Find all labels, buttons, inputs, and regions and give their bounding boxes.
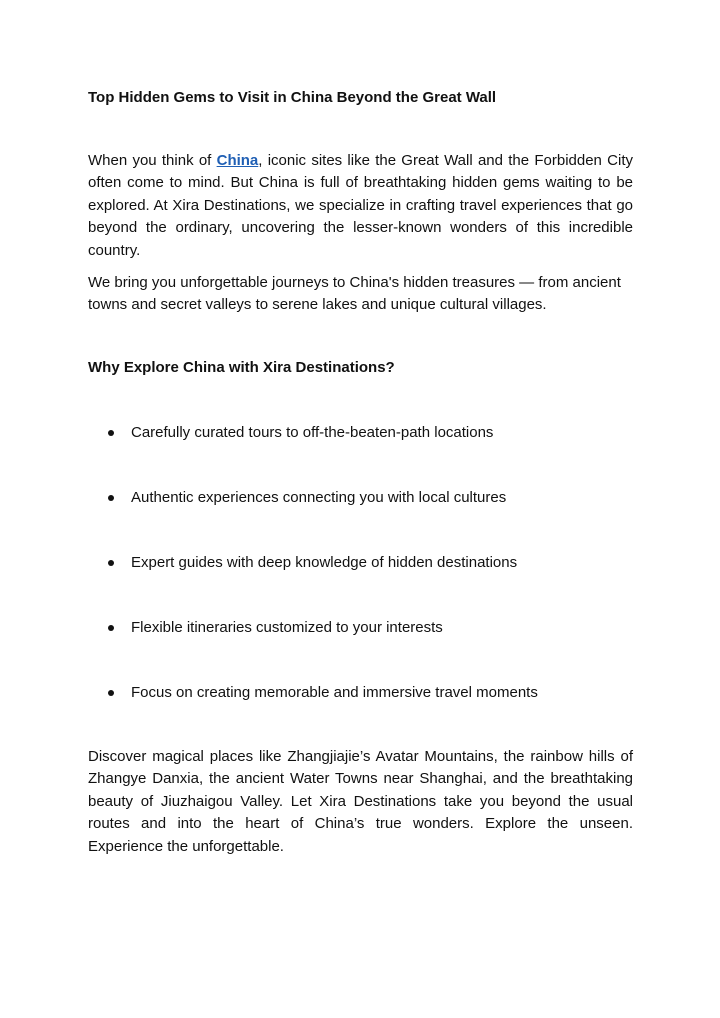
- list-item-text: Authentic experiences connecting you with local cultures: [131, 489, 507, 506]
- list-item: [108, 683, 538, 703]
- list-item: [108, 488, 506, 508]
- bullet-icon: [108, 560, 114, 566]
- section-heading: Why Explore China with Xira Destinations?: [88, 359, 395, 376]
- document-page: [88, 0, 633, 1018]
- intro-paragraph: [88, 150, 633, 262]
- list-item-text: Flexible itineraries customized to your interests: [131, 619, 443, 636]
- second-paragraph: We bring you unforgettable journeys to China's hidden treasures — from ancient towns and secret valleys to serene lakes and unique cultural villages.: [88, 274, 621, 314]
- intro-text-start: When you think of: [88, 152, 217, 169]
- bullet-icon: [108, 690, 114, 696]
- bullet-icon: [108, 625, 114, 631]
- china-link[interactable]: China: [216, 152, 259, 169]
- list-item: [108, 618, 443, 638]
- list-item: [108, 553, 517, 573]
- intro-text-rest: , iconic sites like the Great Wall and the Forbidden City often come to mind. But China is full of breathtaking hidden gems waiting to be explored. At Xira Destinations, we specialize in crafting travel experiences that go beyond the ordinary, uncovering the lesser-known wonders of this incredible country.: [88, 152, 633, 259]
- list-item-text: Carefully curated tours to off-the-beaten-path locations: [131, 424, 494, 441]
- bullet-icon: [108, 430, 114, 436]
- list-item-text: Expert guides with deep knowledge of hidden destinations: [131, 554, 518, 571]
- list-item: [108, 423, 493, 443]
- document-title: Top Hidden Gems to Visit in China Beyond the Great Wall: [88, 89, 497, 106]
- bullet-icon: [108, 495, 114, 501]
- list-item-text: Focus on creating memorable and immersive travel moments: [131, 684, 538, 701]
- closing-paragraph: Discover magical places like Zhangjiajie’s Avatar Mountains, the rainbow hills of Zhangye Danxia, the ancient Water Towns near Shanghai, and the breathtaking beauty of Jiuzhaigou Valley. Let Xira Destinations take you beyond the usual routes and into the heart of China’s true wonders. Explore the unseen. Experience the unforgettable.: [88, 748, 633, 855]
